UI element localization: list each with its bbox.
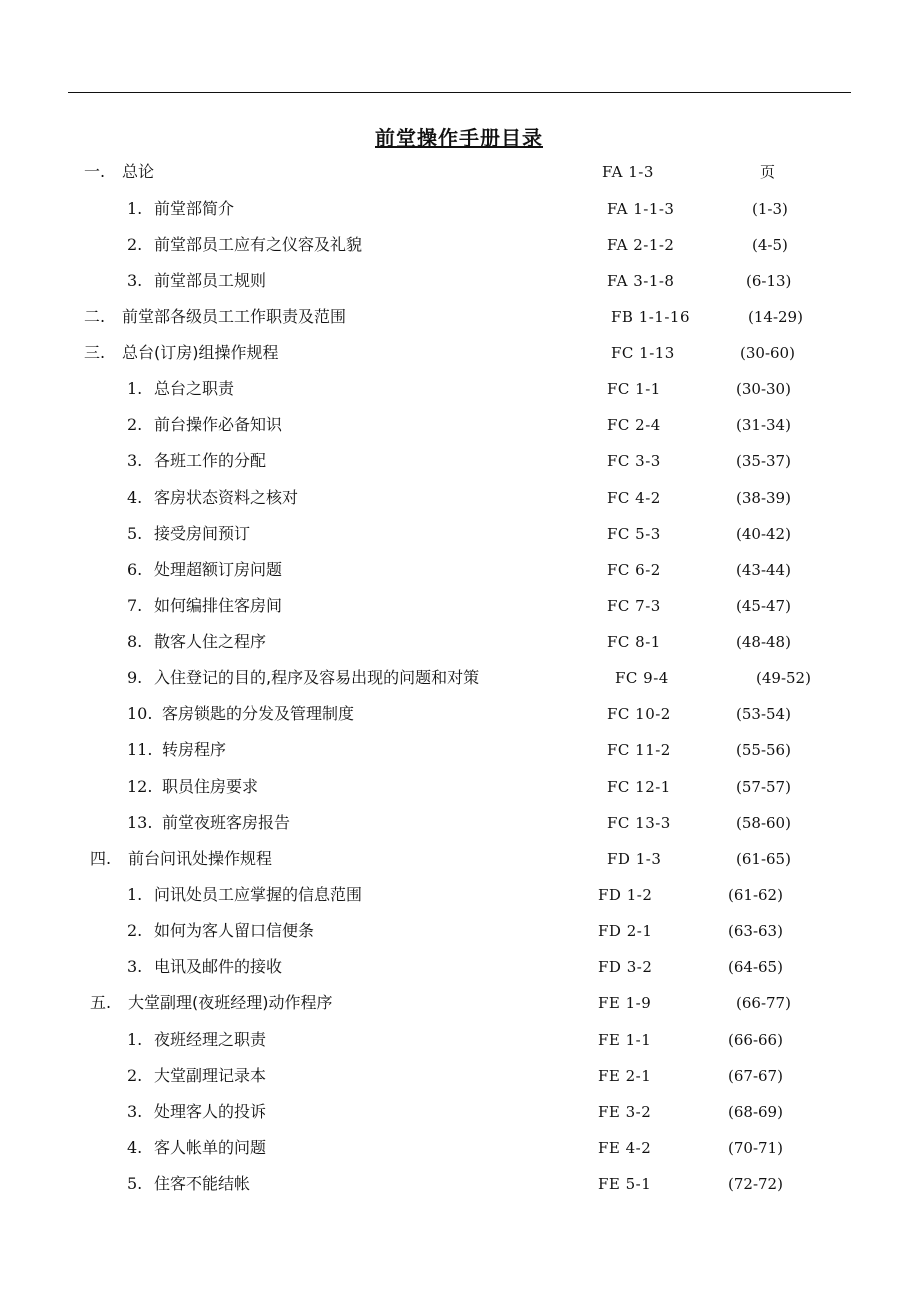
- toc-entry-code: FC 1-1: [607, 380, 661, 398]
- toc-entry-number: 1.: [127, 1030, 143, 1049]
- toc-entry: [0, 522, 920, 546]
- toc-entry-code: FB 1-1-16: [611, 308, 691, 326]
- toc-entry-label: 接受房间预订: [154, 524, 251, 543]
- toc-entry-number: 2.: [127, 1066, 143, 1085]
- toc-entry-code: FC 9-4: [615, 669, 669, 687]
- toc-entry-label: 大堂副理(夜班经理)动作程序: [128, 993, 333, 1012]
- toc-entry-number: 五.: [90, 993, 112, 1012]
- toc-entry-code: FC 7-3: [607, 597, 661, 615]
- toc-entry-code: FA 3-1-8: [607, 272, 675, 290]
- toc-entry-label: 前堂部员工应有之仪容及礼貌: [154, 235, 363, 254]
- toc-entry-code: FA 2-1-2: [607, 236, 675, 254]
- toc-entry-pages: (6-13): [746, 272, 792, 290]
- toc-entry-label: 转房程序: [162, 740, 227, 759]
- toc-entry-number: 3.: [127, 957, 143, 976]
- toc-entry-code: FC 12-1: [607, 778, 671, 796]
- toc-entry-pages: (4-5): [752, 236, 788, 254]
- toc-entry: [0, 1100, 920, 1124]
- toc-entry-label: 前台操作必备知识: [154, 415, 283, 434]
- toc-entry: [0, 1136, 920, 1160]
- toc-entry-code: FC 5-3: [607, 525, 661, 543]
- toc-entry-number: 1.: [127, 199, 143, 218]
- toc-entry-pages: (66-77): [736, 994, 791, 1012]
- toc-entry-code: FD 3-2: [598, 958, 653, 976]
- toc-entry-label: 前台问讯处操作规程: [128, 849, 273, 868]
- toc-entry-label: 总台之职责: [154, 379, 235, 398]
- toc-entry: [0, 486, 920, 510]
- toc-entry-label: 前堂部各级员工工作职责及范围: [122, 307, 347, 326]
- toc-entry: [0, 738, 920, 762]
- toc-entry-number: 3.: [127, 271, 143, 290]
- toc-entry-pages: (35-37): [736, 452, 791, 470]
- toc-entry-label: 入住登记的目的,程序及容易出现的问题和对策: [154, 668, 480, 687]
- toc-entry-pages: (14-29): [748, 308, 803, 326]
- toc-entry-label: 夜班经理之职责: [154, 1030, 267, 1049]
- toc-entry-pages: (55-56): [736, 741, 791, 759]
- toc-entry-number: 12.: [127, 777, 153, 796]
- toc-entry-label: 前堂部简介: [154, 199, 235, 218]
- toc-entry-code: FD 2-1: [598, 922, 653, 940]
- toc-entry: [0, 955, 920, 979]
- toc-entry-code: FC 4-2: [607, 489, 661, 507]
- toc-entry-number: 9.: [127, 668, 143, 687]
- toc-entry: [0, 305, 920, 329]
- toc-entry-pages: (40-42): [736, 525, 791, 543]
- toc-entry-code: FE 2-1: [598, 1067, 652, 1085]
- toc-entry: [0, 1064, 920, 1088]
- toc-entry-number: 13.: [127, 813, 153, 832]
- toc-entry: [0, 1172, 920, 1196]
- toc-entry-number: 二.: [84, 307, 106, 326]
- toc-entry-pages: (48-48): [736, 633, 791, 651]
- toc-entry: [0, 702, 920, 726]
- toc-entry-number: 6.: [127, 560, 143, 579]
- toc-entry-label: 散客人住之程序: [154, 632, 267, 651]
- toc-entry-pages: (63-63): [728, 922, 783, 940]
- toc-entry-pages: (53-54): [736, 705, 791, 723]
- toc-entry-label: 客人帐单的问题: [154, 1138, 267, 1157]
- toc-entry-number: 5.: [127, 1174, 143, 1193]
- toc-entry-pages: (70-71): [728, 1139, 783, 1157]
- toc-entry-pages: (64-65): [728, 958, 783, 976]
- toc-entry-label: 职员住房要求: [162, 777, 259, 796]
- toc-entry-pages: (30-30): [736, 380, 791, 398]
- toc-entry-code: FD 1-3: [607, 850, 662, 868]
- toc-entry-number: 2.: [127, 415, 143, 434]
- toc-entry-code: FC 1-13: [611, 344, 675, 362]
- toc-entry-number: 一.: [84, 162, 106, 181]
- toc-entry-number: 3.: [127, 1102, 143, 1121]
- toc-entry: [0, 666, 920, 690]
- toc-entry-code: FC 6-2: [607, 561, 661, 579]
- toc-entry-pages: 页: [760, 163, 776, 181]
- toc-entry-number: 7.: [127, 596, 143, 615]
- toc-entry-label: 前堂夜班客房报告: [162, 813, 291, 832]
- toc-entry-number: 三.: [84, 343, 106, 362]
- toc-entry-label: 各班工作的分配: [154, 451, 267, 470]
- toc-entry-pages: (58-60): [736, 814, 791, 832]
- toc-entry-code: FA 1-3: [602, 163, 654, 181]
- toc-entry-pages: (1-3): [752, 200, 788, 218]
- toc-entry-code: FE 3-2: [598, 1103, 652, 1121]
- toc-entry-code: FC 13-3: [607, 814, 671, 832]
- toc-entry-number: 2.: [127, 235, 143, 254]
- toc-entry-pages: (45-47): [736, 597, 791, 615]
- toc-entry-label: 客房锁匙的分发及管理制度: [162, 704, 355, 723]
- toc-entry-pages: (61-62): [728, 886, 783, 904]
- toc-entry-pages: (72-72): [728, 1175, 783, 1193]
- toc-entry-number: 四.: [90, 849, 112, 868]
- toc-entry-number: 5.: [127, 524, 143, 543]
- toc-entry-label: 大堂副理记录本: [154, 1066, 267, 1085]
- toc-entry-number: 2.: [127, 921, 143, 940]
- toc-entry-code: FE 1-9: [598, 994, 652, 1012]
- toc-entry: [0, 269, 920, 293]
- toc-entry-label: 前堂部员工规则: [154, 271, 267, 290]
- toc-entry-code: FC 10-2: [607, 705, 671, 723]
- toc-entry: [0, 558, 920, 582]
- toc-entry-number: 1.: [127, 885, 143, 904]
- header-rule: [68, 92, 851, 93]
- toc-entry: [0, 847, 920, 871]
- toc-entry-label: 如何为客人留口信便条: [154, 921, 315, 940]
- toc-entry: [0, 1028, 920, 1052]
- toc-entry-pages: (57-57): [736, 778, 791, 796]
- toc-entry-code: FD 1-2: [598, 886, 653, 904]
- toc-entry-pages: (38-39): [736, 489, 791, 507]
- toc-entry-number: 4.: [127, 1138, 143, 1157]
- toc-entry-code: FE 1-1: [598, 1031, 652, 1049]
- toc-entry-pages: (66-66): [728, 1031, 783, 1049]
- toc-entry-number: 8.: [127, 632, 143, 651]
- toc-entry-number: 4.: [127, 488, 143, 507]
- toc-entry: [0, 630, 920, 654]
- document-title: 前堂操作手册目录: [375, 126, 543, 150]
- toc-entry: [0, 594, 920, 618]
- toc-entry-code: FC 11-2: [607, 741, 671, 759]
- toc-entry: [0, 160, 920, 184]
- toc-entry: [0, 775, 920, 799]
- toc-entry-label: 总台(订房)组操作规程: [122, 343, 279, 362]
- toc-entry: [0, 449, 920, 473]
- toc-entry: [0, 377, 920, 401]
- toc-entry-pages: (43-44): [736, 561, 791, 579]
- toc-entry-label: 如何编排住客房间: [154, 596, 283, 615]
- toc-entry-label: 问讯处员工应掌握的信息范围: [154, 885, 363, 904]
- toc-entry-number: 3.: [127, 451, 143, 470]
- toc-entry-label: 处理客人的投诉: [154, 1102, 267, 1121]
- toc-entry: [0, 811, 920, 835]
- toc-entry-pages: (61-65): [736, 850, 791, 868]
- toc-entry-code: FE 5-1: [598, 1175, 652, 1193]
- toc-entry-label: 总论: [122, 162, 155, 181]
- toc-entry-pages: (49-52): [756, 669, 811, 687]
- toc-entry-pages: (67-67): [728, 1067, 783, 1085]
- toc-entry: [0, 341, 920, 365]
- toc-entry: [0, 197, 920, 221]
- toc-entry-number: 10.: [127, 704, 153, 723]
- toc-entry-label: 住客不能结帐: [154, 1174, 251, 1193]
- toc-entry-pages: (30-60): [740, 344, 795, 362]
- toc-entry: [0, 991, 920, 1015]
- toc-entry-label: 处理超额订房问题: [154, 560, 283, 579]
- toc-entry: [0, 413, 920, 437]
- toc-entry-label: 电讯及邮件的接收: [154, 957, 283, 976]
- toc-entry: [0, 919, 920, 943]
- toc-entry-code: FE 4-2: [598, 1139, 652, 1157]
- toc-entry-number: 11.: [127, 740, 153, 759]
- toc-entry-label: 客房状态资料之核对: [154, 488, 299, 507]
- toc-entry: [0, 233, 920, 257]
- toc-entry-code: FC 2-4: [607, 416, 661, 434]
- toc-entry: [0, 883, 920, 907]
- toc-entry-code: FA 1-1-3: [607, 200, 675, 218]
- toc-entry-pages: (68-69): [728, 1103, 783, 1121]
- toc-entry-code: FC 3-3: [607, 452, 661, 470]
- toc-entry-code: FC 8-1: [607, 633, 661, 651]
- toc-entry-pages: (31-34): [736, 416, 791, 434]
- toc-entry-number: 1.: [127, 379, 143, 398]
